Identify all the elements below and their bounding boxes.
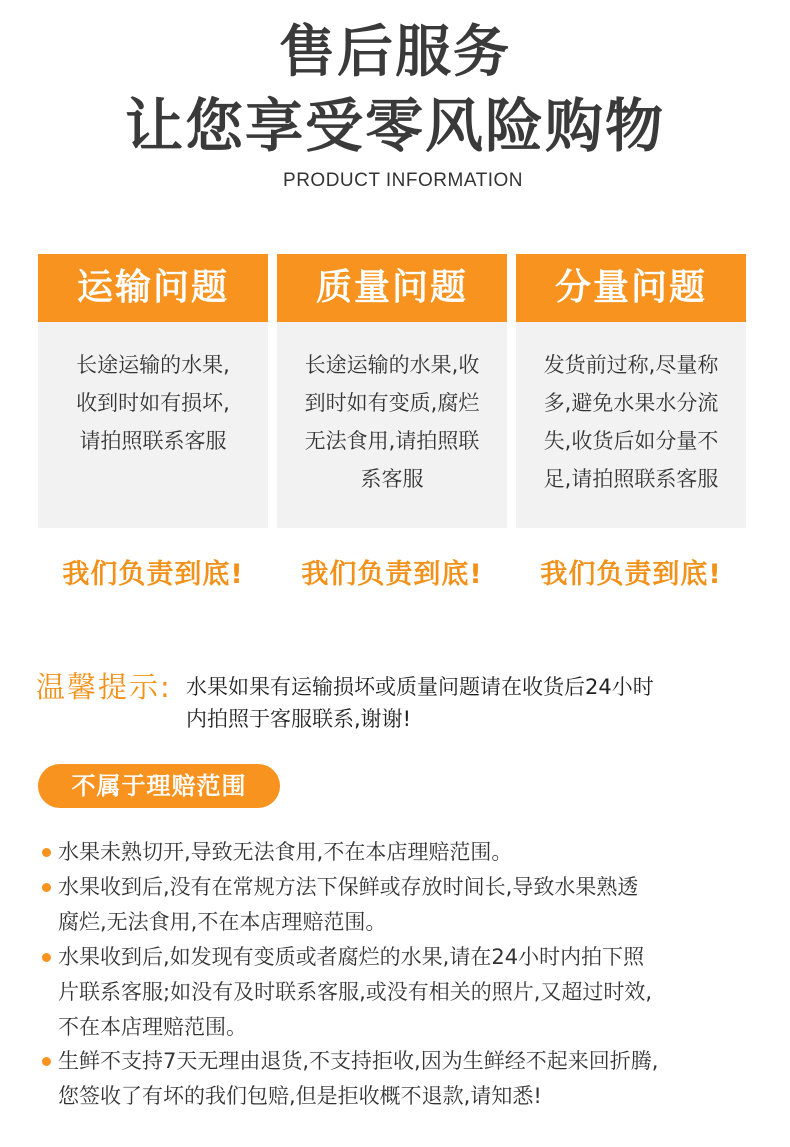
tip-label: 温馨提示: (36, 670, 172, 704)
bullet-icon (42, 953, 51, 962)
card-line: 收到时如有损坏, (76, 391, 230, 415)
exclusion-item (40, 1044, 770, 1114)
card-quality-title: 质量问题 (277, 254, 507, 322)
exclusion-line: 生鲜不支持7天无理由退货,不支持拒收,因为生鲜经不起来回折腾, (58, 1049, 659, 1073)
card-quality-body (277, 322, 507, 498)
card-quality (277, 254, 507, 528)
exclusion-line: 您签收了有坏的我们包赔,但是拒收概不退款,请知悉! (58, 1084, 542, 1108)
card-weight-title: 分量问题 (516, 254, 746, 322)
promise-weight: 我们负责到底! (540, 559, 722, 590)
exclusion-item (40, 835, 770, 870)
card-line: 到时如有变质,腐烂 (304, 391, 480, 415)
card-line: 多,避免水果水分流 (543, 391, 719, 415)
card-line: 长途运输的水果, (76, 353, 230, 377)
bullet-icon (42, 883, 51, 892)
tip-line: 水果如果有运输损坏或质量问题请在收货后24小时 (186, 675, 654, 699)
promise-transport: 我们负责到底! (62, 559, 244, 590)
page-subtitle: 让您享受零风险购物 (124, 92, 665, 160)
card-transport (38, 254, 268, 528)
exclusion-line: 腐烂,无法食用,不在本店理赔范围。 (58, 910, 387, 934)
card-line: 长途运输的水果,收 (304, 353, 480, 377)
card-line: 失,收货后如分量不 (543, 429, 719, 453)
exclusion-line: 水果未熟切开,导致无法食用,不在本店理赔范围。 (58, 840, 513, 864)
exclusion-line: 不在本店理赔范围。 (58, 1015, 247, 1039)
exclusions-heading: 不属于理赔范围 (38, 764, 280, 808)
bullet-icon (42, 1057, 51, 1066)
card-line: 请拍照联系客服 (79, 429, 227, 453)
exclusion-line: 片联系客服;如没有及时联系客服,或没有相关的照片,又超过时效, (58, 980, 653, 1004)
exclusion-item (40, 940, 770, 1045)
exclusion-item (40, 870, 770, 940)
card-weight (516, 254, 746, 528)
card-line: 系客服 (360, 467, 424, 491)
tip-text (186, 671, 746, 735)
card-weight-body (516, 322, 746, 498)
card-transport-body (38, 322, 268, 460)
promise-quality: 我们负责到底! (301, 559, 483, 590)
exclusion-line: 水果收到后,如发现有变质或者腐烂的水果,请在24小时内拍下照 (58, 945, 645, 969)
english-caption: PRODUCT INFORMATION (283, 170, 523, 191)
card-line: 足,请拍照联系客服 (543, 467, 719, 491)
card-line: 发货前过称,尽量称 (543, 353, 719, 377)
bullet-icon (42, 848, 51, 857)
page-title: 售后服务 (279, 20, 511, 85)
card-line: 无法食用,请拍照联 (304, 429, 480, 453)
exclusion-line: 水果收到后,没有在常规方法下保鲜或存放时间长,导致水果熟透 (58, 875, 639, 899)
tip-line: 内拍照于客服联系,谢谢! (186, 707, 412, 731)
card-transport-title: 运输问题 (38, 254, 268, 322)
